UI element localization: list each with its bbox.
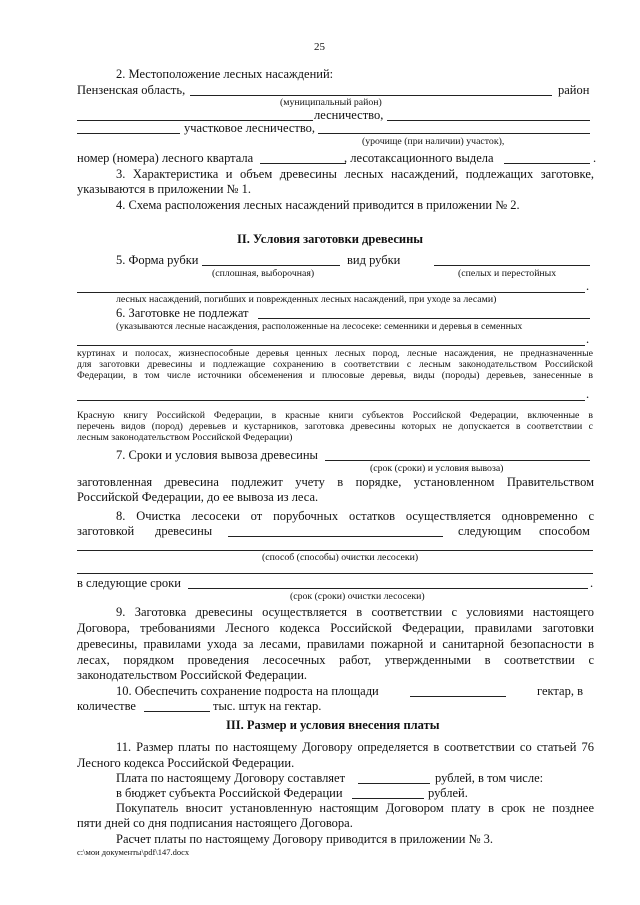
kvartal-field[interactable] [260, 163, 346, 164]
sroki-ochistki-field[interactable] [188, 588, 588, 589]
podrost-area-field[interactable] [410, 696, 506, 697]
p6-label: 6. Заготовке не подлежат [116, 306, 249, 320]
paragraph-3-line2: указываются в приложении № 1. [77, 182, 251, 196]
munic-district-field[interactable] [190, 95, 552, 96]
budget-field[interactable] [352, 798, 424, 799]
rayon-label: район [558, 83, 590, 97]
urochishche-field[interactable] [318, 133, 590, 134]
lesnichestvo-extra-field[interactable] [387, 120, 590, 121]
ne-podlezhat-field[interactable] [258, 318, 590, 319]
pokup-line-2: пяти дней со дня подписания настоящего Договора. [77, 816, 353, 830]
p7-label: 7. Сроки и условия вывоза древесины [116, 448, 318, 462]
uch-lesnichestvo-label: участковое лесничество, [184, 121, 316, 135]
p7-line-2: заготовленная древесина подлежит учету в порядке, установленном Правительством [77, 475, 594, 489]
p9-line-2: Договора, требованиями Лесного кодекса Российской Федерации, правилами заготовки [77, 621, 594, 635]
footer-path: c:\мои документы\pdf\147.docx [77, 847, 190, 857]
urochishche-hint: (урочище (при наличии) участок), [362, 136, 505, 147]
p8-word-c: следующим [458, 524, 522, 538]
p7-hint: (срок (сроки) и условия вывоза) [370, 463, 504, 474]
sposob-field[interactable] [77, 550, 593, 551]
paragraph-3-line1: 3. Характеристика и объем древесины лесных насаждений, подлежащих заготовке, [116, 167, 594, 181]
p5-forma-label: 5. Форма рубки [116, 253, 199, 267]
p6-period: . [586, 332, 590, 346]
section-2-title: II. Условия заготовки древесины [237, 232, 424, 246]
plata-field[interactable] [358, 783, 430, 784]
p8-word-b: древесины [155, 524, 213, 538]
p7-line-3: Российской Федерации, до ее вывоза из леса. [77, 490, 319, 504]
ne-podlezhat-field-2[interactable] [77, 345, 585, 346]
plata-label: Плата по настоящему Договору составляет [116, 771, 346, 785]
p6-hint-1: (указываются лесные насаждения, расположенные на лесосеке: семенники и деревья в семенных [116, 321, 523, 332]
page-number: 25 [314, 41, 325, 53]
p8-hint-2: (срок (сроки) очистки лесосеки) [290, 591, 425, 602]
p6-hint-2: куртинах и полосах, жизнеспособные деревья ценных лесных пород, лесные насаждения, не предназначенные [77, 348, 593, 359]
plata-tail: рублей, в том числе: [435, 771, 544, 785]
p8-line-1: 8. Очистка лесосеки от порубочных остатков осуществляется одновременно с [116, 509, 594, 523]
p8-hint: (способ (способы) очистки лесосеки) [262, 552, 419, 563]
p5-vid-label: вид рубки [347, 253, 401, 267]
p10-part-b: гектар, в [537, 684, 583, 698]
vid-rubki-field[interactable] [434, 265, 590, 266]
p6-hint-6: перечень видов (пород) деревьев и кустарников, заготовка древесины которых не допускается в соответствии с [77, 421, 593, 432]
budget-tail: рублей. [428, 786, 468, 800]
vid-rubki-field-2[interactable] [77, 292, 585, 293]
p9-line-1: 9. Заготовка древесины осуществляется в соответствии с условиями настоящего [116, 605, 594, 619]
uch-lesnichestvo-field[interactable] [77, 133, 180, 134]
vyvoz-field[interactable] [325, 460, 590, 461]
pokup-line-1: Покупатель вносит установленную настоящим Договором плату в срок не позднее [116, 801, 594, 815]
kvartal-label: номер (номера) лесного квартала [77, 151, 254, 165]
p6-hint-3: для заготовки древесины и подлежащие сохранению в соответствии с лесным законодательством Российской [77, 359, 593, 370]
raschet: Расчет платы по настоящему Договору приводится в приложении № 3. [116, 832, 493, 846]
forma-rubki-field[interactable] [202, 265, 340, 266]
podrost-count-field[interactable] [144, 711, 210, 712]
region-label: Пензенская область, [77, 83, 186, 97]
sposob-field-2[interactable] [77, 573, 593, 574]
forma-hint: (сплошная, выборочная) [212, 268, 315, 279]
p6-hint-4: Федерации, в том числе источники обсеменения и плюсовые деревья, виды (породы) деревьев, занесенные в [77, 370, 593, 381]
munic-hint: (муниципальный район) [280, 97, 382, 108]
vid-hint: (спелых и перестойных [458, 268, 557, 279]
p11-line-2: Лесного кодекса Российской Федерации. [77, 756, 295, 770]
p10-part-a: 10. Обеспечить сохранение подроста на площади [116, 684, 379, 698]
p6-hint-5: Красную книгу Российской Федерации, в красные книги субъектов Российской Федерации, включенные в [77, 410, 593, 421]
vid-hint-2: лесных насаждений, погибших и поврежденных лесных насаждений, при уходе за лесами) [116, 294, 497, 305]
p8-word-a: заготовкой [77, 524, 135, 538]
p9-line-5: законодательством Российской Федерации. [77, 668, 308, 682]
vydel-field[interactable] [504, 163, 590, 164]
budget-label: в бюджет субъекта Российской Федерации [116, 786, 343, 800]
p10-part-c: количестве [77, 699, 136, 713]
ochistka-field[interactable] [228, 536, 443, 537]
paragraph-4: 4. Схема расположения лесных насаждений приводится в приложении № 2. [116, 198, 520, 212]
ne-podlezhat-field-3[interactable] [77, 400, 585, 401]
lesnichestvo-label: лесничество, [314, 108, 384, 122]
p9-line-3: древесины, правилами ухода за лесами, правилами пожарной и санитарной безопасности в [77, 637, 594, 651]
p8-terms-label: в следующие сроки [77, 576, 181, 590]
vydel-label: , лесотаксационного выдела [344, 151, 494, 165]
paragraph-2: 2. Местоположение лесных насаждений: [116, 67, 334, 81]
p11-line-1: 11. Размер платы по настоящему Договору определяется в соответствии со статьей 76 [116, 740, 594, 754]
p8-period: . [590, 576, 594, 590]
p6-hint-7: лесным законодательством Российской Федерации) [77, 432, 293, 443]
section-3-title: III. Размер и условия внесения платы [226, 718, 440, 732]
vid-period: . [586, 279, 590, 293]
p9-line-4: лесах, порядком проведения лесосечных работ, утвержденными в соответствии с [77, 653, 594, 667]
p8-word-d: способом [539, 524, 590, 538]
p10-part-d: тыс. штук на гектар. [213, 699, 322, 713]
p6-period-2: . [586, 387, 590, 401]
vydel-period: . [593, 151, 597, 165]
